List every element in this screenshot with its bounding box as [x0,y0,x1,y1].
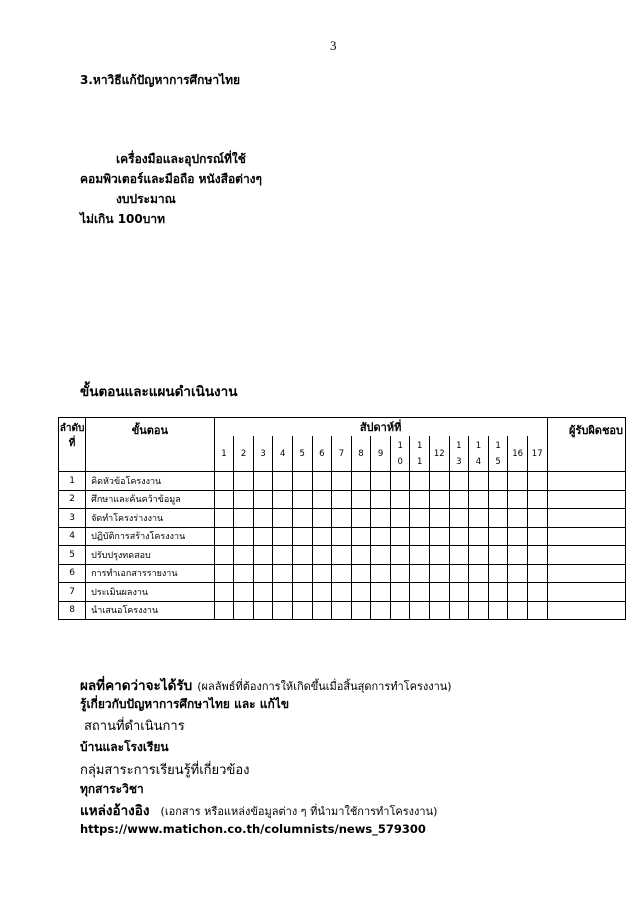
row-step: ประเมินผลงาน [86,583,215,602]
week-cell [508,601,528,620]
week-number-cell [469,436,489,472]
week-cell [430,490,450,509]
week-cell [273,546,293,565]
week-cell [371,546,391,565]
week-cell [390,546,410,565]
week-cell [430,527,450,546]
week-cell [390,509,410,528]
week-cell [214,509,234,528]
week-cell [527,601,547,620]
week-number-cell [234,436,254,472]
table-row [59,509,626,528]
week-cell [351,601,371,620]
expected-line [80,674,452,696]
col-no-header: ลำดับ ที่ [59,418,86,472]
table-row [59,601,626,620]
row-step: จัดทำโครงร่างงาน [86,509,215,528]
week-cell [430,583,450,602]
week-number-line1: 3 [260,448,266,459]
table-row [59,564,626,583]
week-cell [234,564,254,583]
week-number-line1: 1 [221,448,227,459]
week-cell [332,583,352,602]
week-cell [253,583,273,602]
week-number-line2: 1 [417,456,423,467]
week-cell [273,583,293,602]
week-cell [312,490,332,509]
week-number-line1: 1 [456,440,462,451]
week-cell [351,564,371,583]
week-cell [410,490,430,509]
week-cell [351,490,371,509]
week-cell [410,583,430,602]
week-cell [234,546,254,565]
row-step: คิดหัวข้อโครงงาน [86,472,215,491]
week-cell [351,527,371,546]
week-cell [273,509,293,528]
week-number-line1: 2 [240,448,247,459]
row-number: 8 [59,601,86,620]
week-number-cell [430,436,450,472]
week-cell [410,527,430,546]
row-number: 2 [59,490,86,509]
row-step: ปรับปรุงทดสอบ [86,546,215,565]
week-cell [410,472,430,491]
week-cell [214,601,234,620]
week-cell [449,546,469,565]
week-cell [292,509,312,528]
week-cell [390,527,410,546]
week-cell [273,527,293,546]
table-row [59,546,626,565]
week-cell [430,546,450,565]
place-heading: สถานที่ดำเนินการ [84,719,185,734]
week-cell [292,546,312,565]
week-cell [253,527,273,546]
page-number: 3 [330,38,337,53]
week-number-line2: 4 [475,456,482,467]
week-cell [273,472,293,491]
plan-table [58,417,626,620]
tools-text: คอมพิวเตอร์และมือถือ หนังสือต่างๆ [80,172,262,186]
week-cell [469,490,489,509]
week-number-cell [351,436,371,472]
week-cell [253,564,273,583]
reference-note: (เอกสาร หรือแหล่งข้อมูลต่าง ๆ ที่นำมาใช้การทำโครงงาน) [160,805,438,818]
week-cell [527,564,547,583]
row-number: 7 [59,583,86,602]
week-number-line1: 1 [495,440,501,451]
week-cell [449,583,469,602]
week-cell [253,472,273,491]
week-cell [508,583,528,602]
row-step: ปฏิบัติการสร้างโครงงาน [86,527,215,546]
week-cell [371,564,391,583]
week-cell [234,583,254,602]
week-cell [214,546,234,565]
week-cell [449,472,469,491]
week-cell [214,583,234,602]
week-cell [312,546,332,565]
week-cell [527,472,547,491]
week-number-cell [214,436,234,472]
row-number: 6 [59,564,86,583]
week-cell [253,601,273,620]
responsible-cell [547,509,625,528]
plan-heading: ขั้นตอนและแผนดำเนินงาน [80,384,238,400]
week-cell [430,472,450,491]
place-text: บ้านและโรงเรียน [80,740,169,754]
week-cell [410,546,430,565]
week-cell [371,527,391,546]
col-step-header: ขั้นตอน [86,418,215,472]
week-cell [488,564,508,583]
week-cell [234,509,254,528]
week-cell [390,472,410,491]
col-resp-header: ผู้รับผิดชอบ [547,418,625,472]
week-cell [292,472,312,491]
subject-heading: กลุ่มสาระการเรียนรู้ที่เกี่ยวข้อง [80,763,250,778]
table-row [59,472,626,491]
week-cell [312,509,332,528]
row-number: 4 [59,527,86,546]
week-cell [488,527,508,546]
week-cell [488,546,508,565]
week-cell [332,509,352,528]
week-cell [234,527,254,546]
week-number-cell [527,436,547,472]
week-cell [234,490,254,509]
table-row [59,583,626,602]
week-cell [332,472,352,491]
week-cell [390,583,410,602]
week-cell [469,601,489,620]
week-cell [234,601,254,620]
week-cell [292,601,312,620]
responsible-cell [547,472,625,491]
week-cell [292,583,312,602]
week-cell [253,490,273,509]
week-cell [214,527,234,546]
week-cell [527,490,547,509]
week-cell [488,490,508,509]
tools-heading: เครื่องมือและอุปกรณ์ที่ใช้ [116,152,246,166]
week-cell [371,490,391,509]
week-cell [371,472,391,491]
row-step: นำเสนอโครงงาน [86,601,215,620]
week-number-cell [312,436,332,472]
week-cell [488,601,508,620]
week-cell [449,601,469,620]
week-cell [390,601,410,620]
week-cell [312,601,332,620]
reference-line [80,799,437,821]
week-cell [371,509,391,528]
week-cell [312,583,332,602]
week-cell [410,509,430,528]
week-cell [430,509,450,528]
expected-heading: ผลที่คาดว่าจะได้รับ [80,678,193,694]
week-number-line1: 17 [531,448,543,459]
row-number: 3 [59,509,86,528]
week-number-line1: 1 [397,440,403,451]
week-cell [332,564,352,583]
col-week-header: สัปดาห์ที่ [214,418,547,437]
week-number-cell [253,436,273,472]
week-cell [312,564,332,583]
week-cell [390,490,410,509]
week-number-line1: 1 [475,440,482,451]
week-number-cell [371,436,391,472]
table-header-row [59,418,626,437]
week-cell [527,527,547,546]
week-cell [527,583,547,602]
week-cell [253,509,273,528]
week-cell [371,583,391,602]
budget-text: ไม่เกิน 100บาท [80,212,166,226]
week-cell [410,564,430,583]
week-cell [469,527,489,546]
expected-note: (ผลลัพธ์ที่ต้องการให้เกิดขึ้นเมื่อสิ้นสุดการทำโครงงาน) [197,680,452,693]
week-cell [527,509,547,528]
responsible-cell [547,490,625,509]
week-number-cell [449,436,469,472]
responsible-cell [547,564,625,583]
week-cell [253,546,273,565]
week-cell [332,527,352,546]
week-cell [449,509,469,528]
table-row [59,490,626,509]
week-cell [488,472,508,491]
week-cell [273,490,293,509]
row-step: การทำเอกสารรายงาน [86,564,215,583]
week-cell [292,564,312,583]
week-cell [469,564,489,583]
week-cell [527,546,547,565]
week-cell [273,601,293,620]
week-number-line1: 16 [512,448,524,459]
week-number-line2: 0 [397,456,403,467]
week-number-line2: 3 [456,456,462,467]
week-cell [214,472,234,491]
week-cell [469,583,489,602]
row-step: ศึกษาและค้นคว้าข้อมูล [86,490,215,509]
week-cell [508,546,528,565]
week-cell [430,601,450,620]
week-cell [390,564,410,583]
week-cell [351,583,371,602]
week-cell [371,601,391,620]
week-cell [312,472,332,491]
week-cell [508,490,528,509]
week-cell [214,564,234,583]
week-cell [449,527,469,546]
responsible-cell [547,546,625,565]
reference-url[interactable]: https://www.matichon.co.th/columnists/news_579300 [80,822,426,836]
row-number: 5 [59,546,86,565]
week-cell [469,546,489,565]
week-cell [332,490,352,509]
expected-text: รู้เกี่ยวกับปัญหาการศึกษาไทย และ แก้ไข [80,697,290,711]
week-number-cell [273,436,293,472]
week-number-line1: 5 [299,448,305,459]
week-cell [469,472,489,491]
week-cell [234,472,254,491]
responsible-cell [547,527,625,546]
week-cell [449,564,469,583]
week-cell [312,527,332,546]
week-number-line1: 9 [377,448,384,459]
responsible-cell [547,583,625,602]
week-cell [508,472,528,491]
row-number: 1 [59,472,86,491]
week-number-cell [332,436,352,472]
week-number-line1: 12 [433,448,445,459]
week-number-line1: 1 [417,440,423,451]
week-cell [292,527,312,546]
week-cell [410,601,430,620]
week-cell [214,490,234,509]
reference-heading: แหล่งอ้างอิง [80,803,150,819]
week-number-line1: 8 [358,448,364,459]
week-cell [508,509,528,528]
week-number-cell [292,436,312,472]
week-cell [351,546,371,565]
week-cell [430,564,450,583]
solution-heading: 3.หาวิธีแก้ปัญหาการศึกษาไทย [80,73,241,87]
week-cell [351,509,371,528]
budget-heading: งบประมาณ [116,192,176,206]
week-cell [332,601,352,620]
week-number-line1: 7 [338,448,345,459]
table-row [59,527,626,546]
week-cell [292,490,312,509]
week-number-cell [410,436,430,472]
week-number-cell [488,436,508,472]
week-cell [488,583,508,602]
responsible-cell [547,601,625,620]
week-cell [488,509,508,528]
week-cell [351,472,371,491]
week-cell [508,564,528,583]
week-number-line1: 6 [319,448,325,459]
week-number-line1: 4 [279,448,286,459]
week-cell [469,509,489,528]
week-cell [332,546,352,565]
week-cell [273,564,293,583]
week-cell [449,490,469,509]
week-number-cell [508,436,528,472]
subject-text: ทุกสาระวิชา [80,782,144,796]
week-cell [508,527,528,546]
week-number-line2: 5 [495,456,501,467]
week-number-cell [390,436,410,472]
